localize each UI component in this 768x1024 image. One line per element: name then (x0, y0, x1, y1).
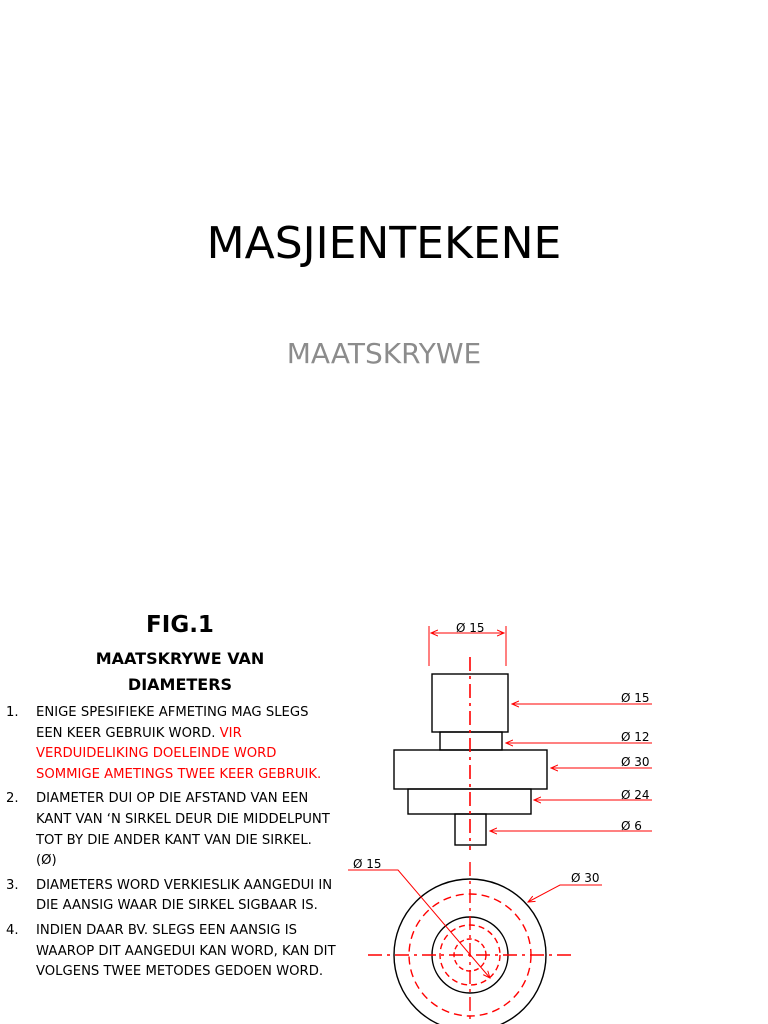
list-item (6, 703, 336, 785)
rules-list (6, 703, 336, 987)
list-number: 4. (6, 922, 19, 938)
slide-title: MASJIENTEKENE (206, 218, 562, 269)
list-item (6, 921, 336, 983)
figure-subtitle-line-2: DIAMETERS (127, 675, 233, 694)
list-text-highlight: VIR VERDUIDELIKING DOELEINDE WORD SOMMIGE AMETINGS TWEE KEER GEBRUIK. (36, 725, 322, 782)
figure-title: FIG.1 (146, 612, 214, 638)
top-view (368, 862, 572, 1024)
dim-24-label: Ø 24 (621, 788, 650, 802)
circle-right-label: Ø 30 (571, 871, 600, 885)
dim-12-label: Ø 12 (621, 730, 650, 744)
circle-left-label: Ø 15 (353, 857, 382, 871)
dim-30-label: Ø 30 (621, 755, 650, 769)
content-slide (0, 576, 768, 1024)
list-item (6, 876, 336, 917)
slide-subtitle: MAATSKRYWE (286, 337, 482, 370)
list-text: DIAMETER DUI OP DIE AFSTAND VAN EEN KANT VAN ‘N SIRKEL DEUR DIE MIDDELPUNT TOT BY DIE ANDER KANT VAN DIE SIRKEL. (Ø) (36, 791, 330, 869)
list-number: 1. (6, 705, 19, 720)
figure-subtitle-line-1: MAATSKRYWE VAN (95, 649, 265, 668)
dim-6-label: Ø 6 (621, 819, 642, 833)
dim-top-label: Ø 15 (456, 621, 485, 635)
dim-15-label: Ø 15 (621, 691, 650, 705)
list-text: INDIEN DAAR BV. SLEGS EEN AANSIG IS WAAROP DIT AANGEDUI KAN WORD, KAN DIT VOLGENS TWEE METODES GEDOEN WORD. (36, 922, 336, 980)
list-number: 3. (6, 877, 19, 893)
technical-drawing (340, 576, 768, 1024)
figure-subtitle (60, 646, 300, 698)
circle-leaders (348, 870, 602, 978)
list-text: DIAMETERS WORD VERKIESLIK AANGEDUI IN DIE AANSIG WAAR DIE SIRKEL SIGBAAR IS. (36, 877, 333, 914)
list-text: ENIGE SPESIFIEKE AFMETING MAG SLEGS EEN KEER GEBRUIK WORD. (36, 705, 309, 741)
list-item (6, 789, 336, 871)
neck-cylinder (440, 732, 502, 750)
list-number: 2. (6, 791, 19, 807)
